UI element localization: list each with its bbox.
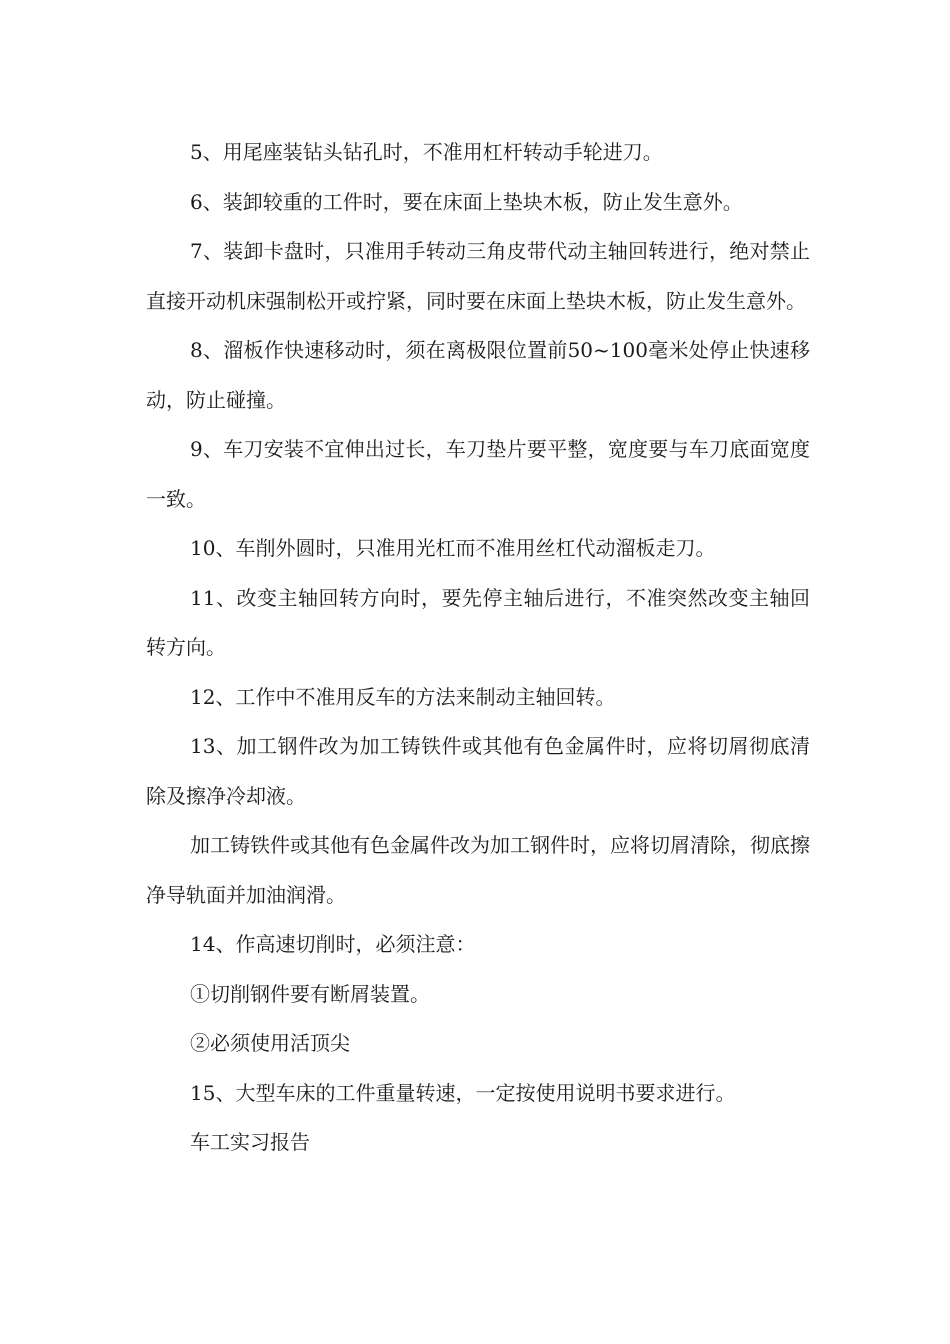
paragraph-rule-15: 15、大型车床的工件重量转速，一定按使用说明书要求进行。 xyxy=(190,1080,736,1105)
paragraph-rule-14: 14、作高速切削时，必须注意： xyxy=(190,932,476,956)
document-body xyxy=(146,128,810,1168)
paragraph-rule-11: 11、改变主轴回转方向时，要先停主轴后进行，不准突然改变主轴回转方向。 xyxy=(146,585,810,659)
paragraph-rule-7: 7、装卸卡盘时，只准用手转动三角皮带代动主轴回转进行，绝对禁止直接开动机床强制松开或拧紧，同时要在床面上垫块木板，防止发生意外。 xyxy=(146,239,810,313)
paragraph-rule-13-continued: 加工铸铁件或其他有色金属件改为加工钢件时，应将切屑清除，彻底擦净导轨面并加油润滑。 xyxy=(146,833,810,907)
section-heading: 车工实习报告 xyxy=(190,1130,310,1154)
paragraph-rule-10: 10、车削外圆时，只准用光杠而不准用丝杠代动溜板走刀。 xyxy=(190,536,716,560)
paragraph-rule-14-item-1: ①切削钢件要有断屑装置。 xyxy=(190,981,430,1006)
paragraph-rule-13: 13、加工钢件改为加工铸铁件或其他有色金属件时，应将切屑彻底清除及擦净冷却液。 xyxy=(146,734,810,808)
paragraph-rule-12: 12、工作中不准用反车的方法来制动主轴回转。 xyxy=(190,684,616,709)
paragraph-rule-9: 9、车刀安装不宜伸出过长，车刀垫片要平整，宽度要与车刀底面宽度一致。 xyxy=(146,437,810,511)
paragraph-rule-14-item-2: ②必须使用活顶尖 xyxy=(190,1031,350,1055)
paragraph-rule-8: 8、溜板作快速移动时，须在离极限位置前50~100毫米处停止快速移动，防止碰撞。 xyxy=(146,338,810,412)
paragraph-rule-6: 6、装卸较重的工件时，要在床面上垫块木板，防止发生意外。 xyxy=(190,189,743,214)
paragraph-rule-5: 5、用尾座装钻头钻孔时，不准用杠杆转动手轮进刀。 xyxy=(190,140,663,164)
